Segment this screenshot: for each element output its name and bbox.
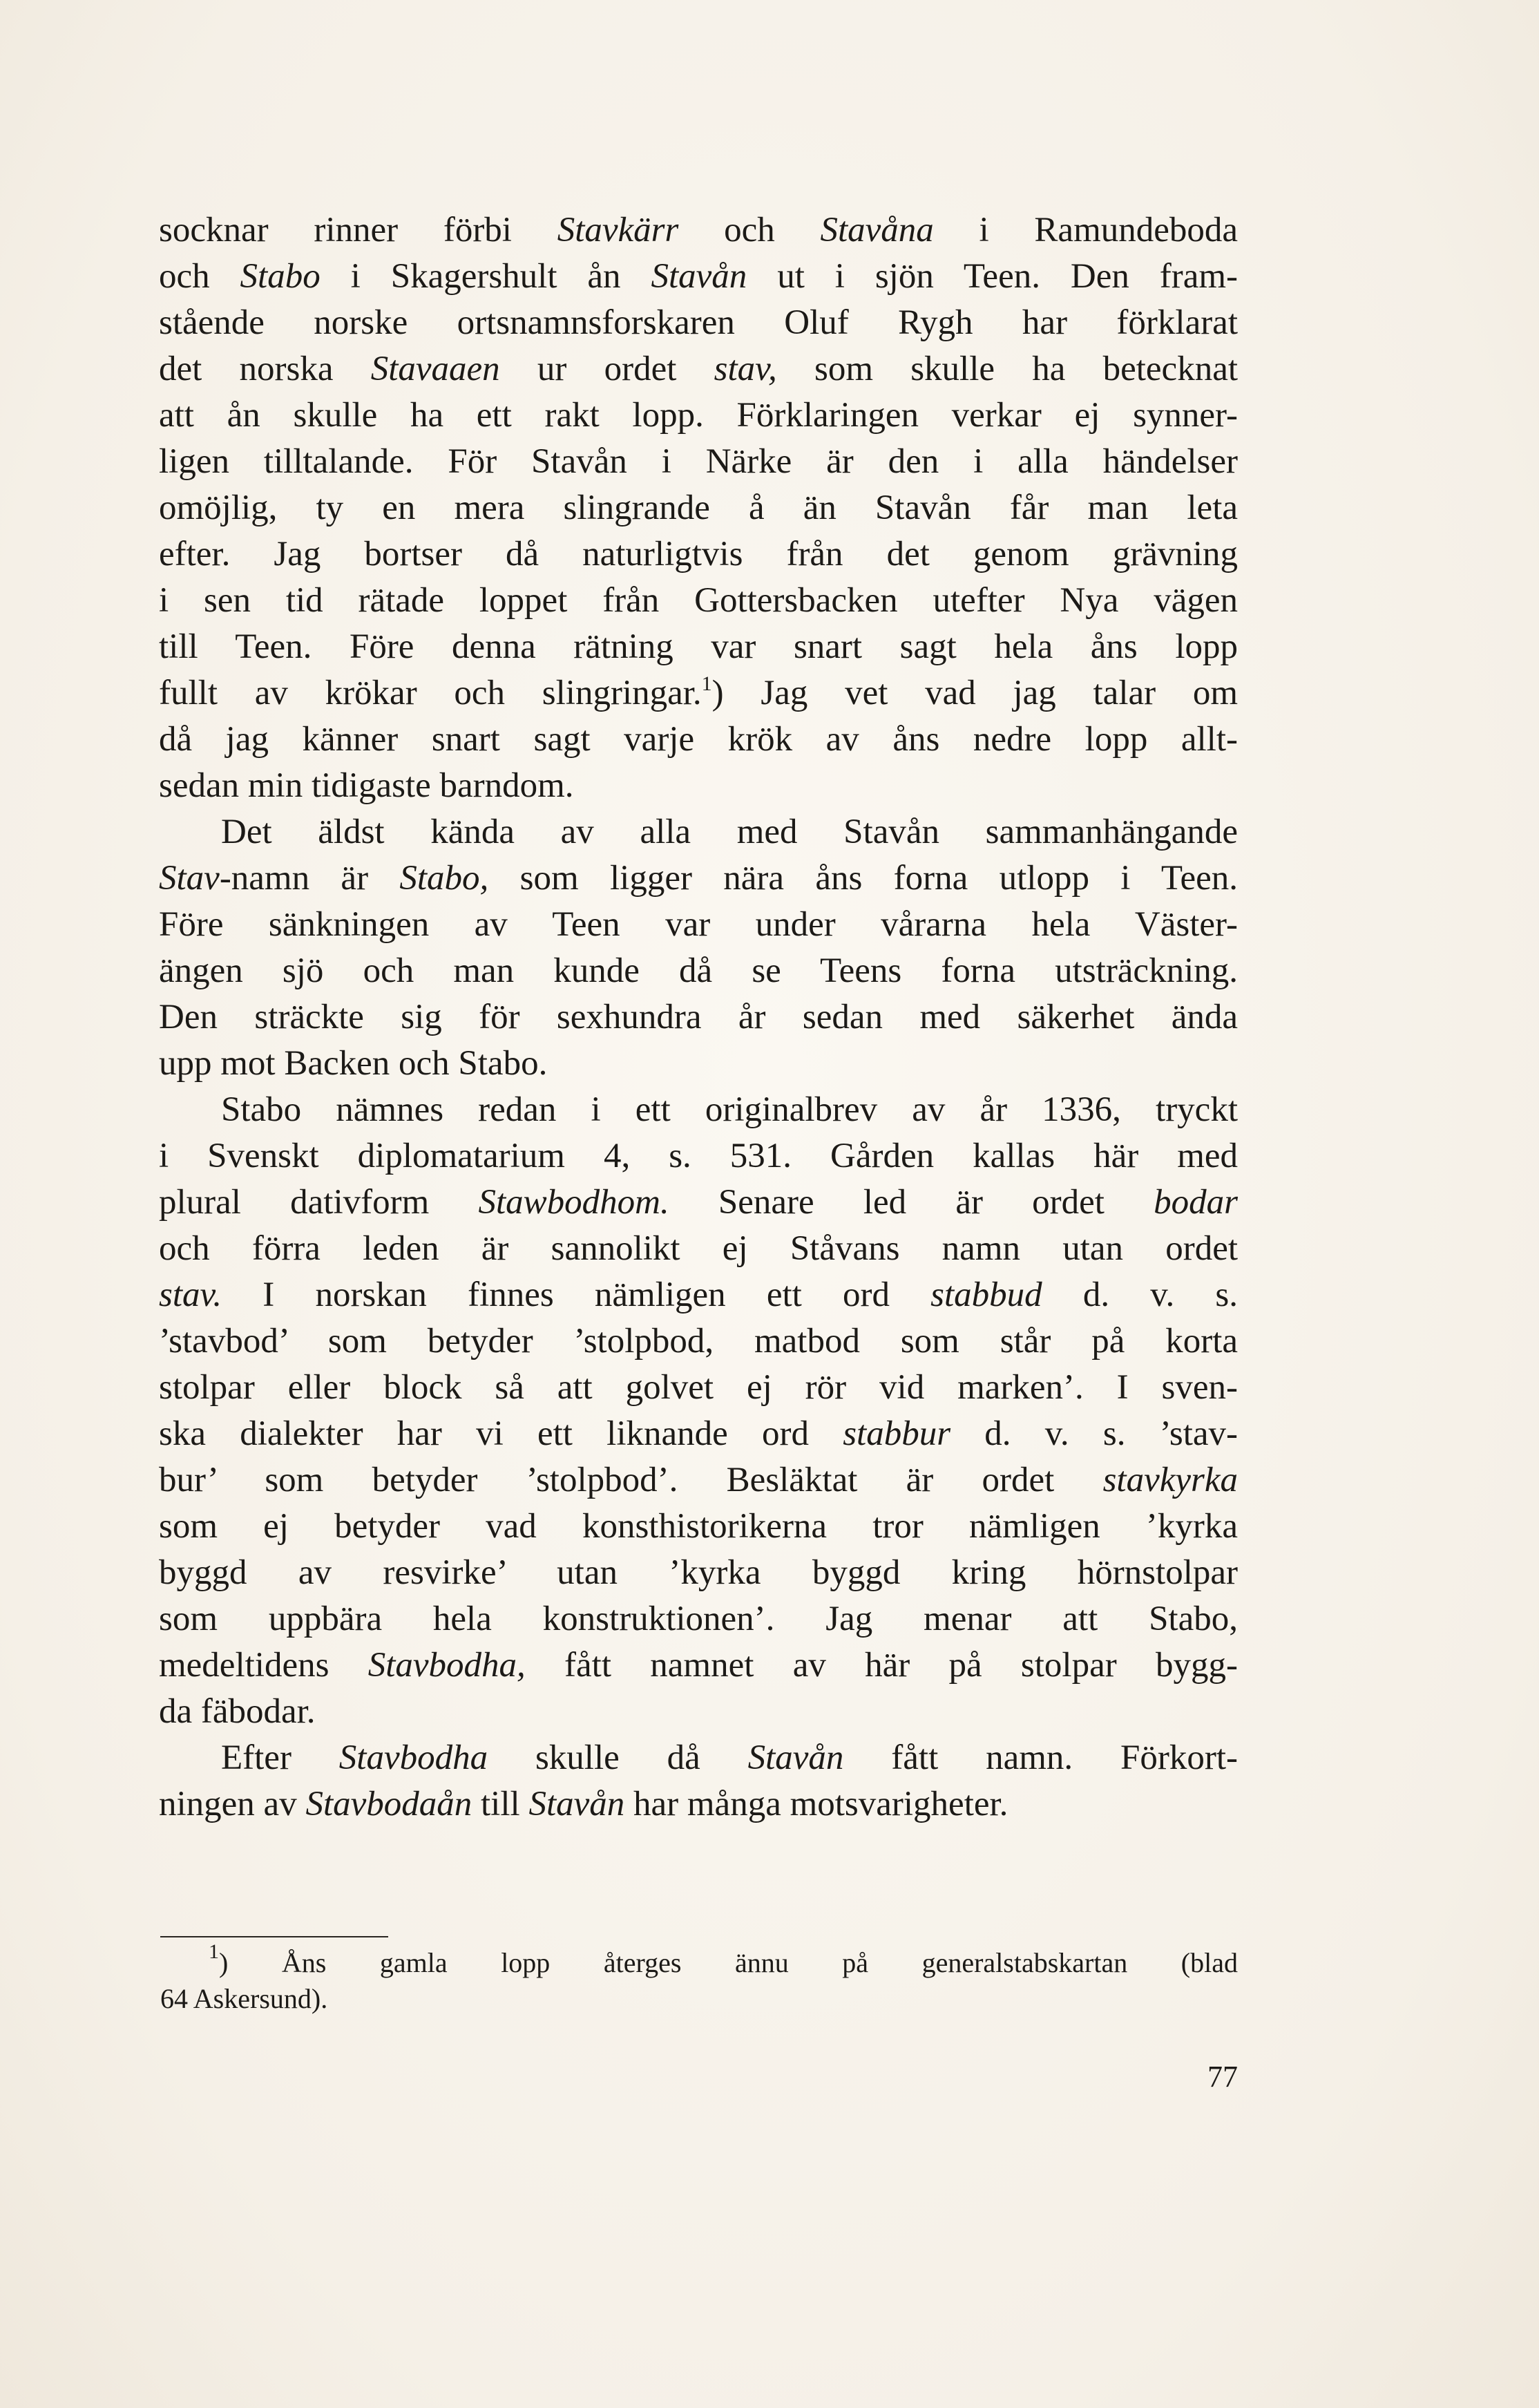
text-line [159,1504,1238,1550]
text-run: som ej betyder vad konsthistorikerna tror nämligen ’kyrka [159,1507,1238,1546]
text-line [159,1596,1238,1642]
italic-term: Stavåna [820,211,934,249]
text-run: fått namnet av här på stolpar bygg- [525,1646,1238,1685]
text-run: omöjlig, ty en mera slingrande å än Stavån får man leta [159,489,1238,527]
text-run: och [678,211,821,249]
italic-term: Stavån [651,257,747,296]
text-run: till Teen. Före denna rätning var snart sagt hela åns lopp [159,627,1238,666]
italic-term: Stav [159,859,220,898]
text-run: plural dativform [159,1183,479,1222]
text-run: stolpar eller block så att golvet ej rör vid marken’. I sven- [159,1368,1238,1407]
footnote-line: 64 Askersund). [160,1983,328,2014]
text-line [159,809,1238,855]
italic-term: stabbud [930,1276,1042,1314]
footnote-line [160,1940,1238,1981]
text-line [159,1689,1238,1735]
text-line [159,1550,1238,1596]
text-line [159,439,1238,485]
text-line [159,1272,1238,1318]
text-line [159,1457,1238,1504]
text-run: Den sträckte sig för sexhundra år sedan med säkerhet ända [159,998,1238,1036]
text-line [159,254,1238,300]
text-run: som ligger nära åns forna utlopp i Teen. [488,859,1238,898]
text-run: Efter [221,1738,339,1777]
text-run: I norskan finnes nämligen ett ord [222,1276,931,1314]
text-run: medeltidens [159,1646,368,1685]
text-line [159,670,1238,717]
body-text [159,207,1238,1828]
text-line [159,855,1238,902]
text-run: till [472,1785,529,1823]
text-line [159,392,1238,439]
italic-term: stav, [714,350,777,388]
text-run: som uppbära hela konstruktionen’. Jag menar att Stabo, [159,1600,1238,1638]
text-line [159,1781,1238,1828]
text-line [159,1642,1238,1689]
footnote-reference: 1 [701,672,712,695]
text-line [159,1226,1238,1272]
text-line [159,1179,1238,1226]
text-run: ’stavbod’ som betyder ’stolpbod, matbod som står på korta [159,1322,1238,1361]
text-run: ur ordet [499,350,714,388]
footnote [160,1940,1238,2017]
text-run: upp mot Backen och Stabo. [159,1044,548,1083]
text-line [159,1735,1238,1781]
italic-term: stavkyrka [1102,1461,1238,1499]
text-run: sedan min tidigaste barndom. [159,766,574,805]
italic-term: Stavbodha, [367,1646,526,1685]
text-run: socknar rinner förbi [159,211,557,249]
italic-term: Stabo, [399,859,489,898]
text-run: som skulle ha betecknat [776,350,1238,388]
italic-term: Stavbodaån [305,1785,472,1823]
italic-term: Stabo [240,257,321,296]
text-run: stående norske ortsnamnsforskaren Oluf Rygh har förklarat [159,303,1238,342]
text-line [159,300,1238,346]
text-run: da fäbodar. [159,1692,316,1731]
text-run: Det äldst kända av alla med Stavån sammanhängande [221,813,1238,851]
text-line [159,531,1238,578]
text-line [159,763,1238,809]
italic-term: Stavbodha [338,1738,488,1777]
text-line [159,578,1238,624]
text-run: ängen sjö och man kunde då se Teens forna utsträckning. [159,951,1238,990]
text-line [159,1365,1238,1411]
text-run: och [159,257,240,296]
text-run: i Ramundeboda [933,211,1239,249]
text-line [159,207,1238,254]
italic-term: Stavaaen [370,350,500,388]
page-number: 77 [1207,2060,1238,2094]
italic-term: bodar [1154,1183,1238,1222]
text-run: ligen tilltalande. För Stavån i Närke är den i alla händelser [159,442,1238,481]
text-line [159,1087,1238,1133]
text-line [159,994,1238,1041]
text-run: Stabo nämnes redan i ett originalbrev av år 1336, tryckt [221,1090,1238,1129]
text-run: det norska [159,350,371,388]
text-run: i sen tid rätade loppet från Gottersbacken utefter Nya vägen [159,581,1238,620]
footnote-marker: 1 [209,1940,219,1963]
text-run: Före sänkningen av Teen var under vårarna hela Väster- [159,905,1238,944]
text-run: ska dialekter har vi ett liknande ord [159,1414,843,1453]
italic-term: Stavån [528,1785,625,1823]
text-run: bur’ som betyder ’stolpbod’. Besläktat är ordet [159,1461,1103,1499]
text-run: och förra leden är sannolikt ej Ståvans namn utan ordet [159,1229,1238,1268]
text-run: ut i sjön Teen. Den fram- [747,257,1238,296]
text-line [159,1411,1238,1457]
text-run: -namn är [219,859,400,898]
text-run: d. v. s. [1042,1276,1238,1314]
text-run: ningen av [159,1785,306,1823]
italic-term: stabbur [843,1414,951,1453]
italic-term: Stawbodhom. [478,1183,669,1222]
text-line [159,717,1238,763]
footnote-rule [160,1936,388,1937]
text-run: efter. Jag bortser då naturligtvis från det genom grävning [159,535,1238,573]
text-run: i Svenskt diplomatarium 4, s. 531. Gården kallas här med [159,1137,1238,1175]
text-run: har många motsvarigheter. [624,1785,1009,1823]
footnote-text: ) Åns gamla lopp återges ännu på generalstabskartan (blad [219,1947,1238,1978]
text-run: byggd av resvirke’ utan ’kyrka byggd kring hörnstolpar [159,1553,1238,1592]
text-run: att ån skulle ha ett rakt lopp. Förklaringen verkar ej synner- [159,396,1238,435]
text-line [159,624,1238,670]
text-run: d. v. s. ’stav- [950,1414,1238,1453]
text-run: i Skagershult ån [320,257,651,296]
text-run: då jag känner snart sagt varje krök av åns nedre lopp allt- [159,720,1238,759]
text-run: fullt av krökar och slingringar. [159,674,702,712]
text-line [159,1318,1238,1365]
text-line [159,485,1238,531]
italic-term: Stavkärr [557,211,679,249]
text-line [159,346,1238,392]
text-run: fått namn. Förkort- [843,1738,1238,1777]
text-run: Senare led är ordet [669,1183,1154,1222]
text-line [159,1133,1238,1179]
text-run: ) Jag vet vad jag talar om [711,674,1239,712]
text-line [159,948,1238,994]
text-run: skulle då [488,1738,748,1777]
italic-term: stav. [159,1276,222,1314]
text-line [159,902,1238,948]
text-line [159,1041,1238,1087]
italic-term: Stavån [747,1738,844,1777]
